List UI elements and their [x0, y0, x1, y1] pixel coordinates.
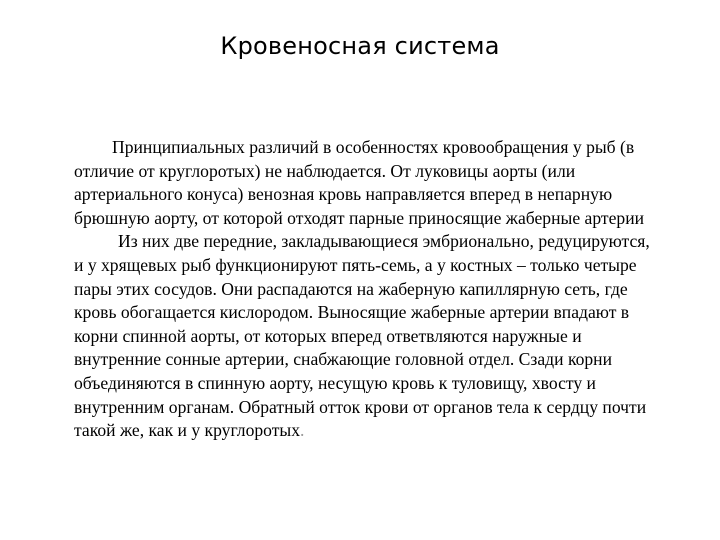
slide-title: Кровеносная система [220, 32, 500, 60]
paragraph-2-text: Из них две передние, закладывающиеся эмбрионально, редуцируются, и у хрящевых рыб функционируют пять-семь, а у костных – только четыре пары этих сосудов. Они распадаются на жаберную капиллярную сеть, где кровь обогащается кислородом. Выносящие жаберные артерии впадают в корни спинной аорты, от которых вперед ответвляются наружные и внутренние сонные артерии, снабжающие головной отдел. Сзади корни объединяются в спинную аорту, несущую кровь к туловищу, хвосту и внутренним органам. Обратный отток крови от органов тела к сердцу почти такой же, как и у круглоротых [74, 231, 650, 441]
paragraph-2-end-dot: . [300, 420, 305, 441]
slide-body [74, 136, 656, 443]
paragraph-1: Принципиальных различий в особенностях кровообращения у рыб (в отличие от круглоротых) не наблюдается. От луковицы аорты (или артериального конуса) венозная кровь направляется вперед в непарную брюшную аорту, от которой отходят парные приносящие жаберные артерии [74, 137, 645, 228]
paragraph-2 [74, 230, 656, 442]
